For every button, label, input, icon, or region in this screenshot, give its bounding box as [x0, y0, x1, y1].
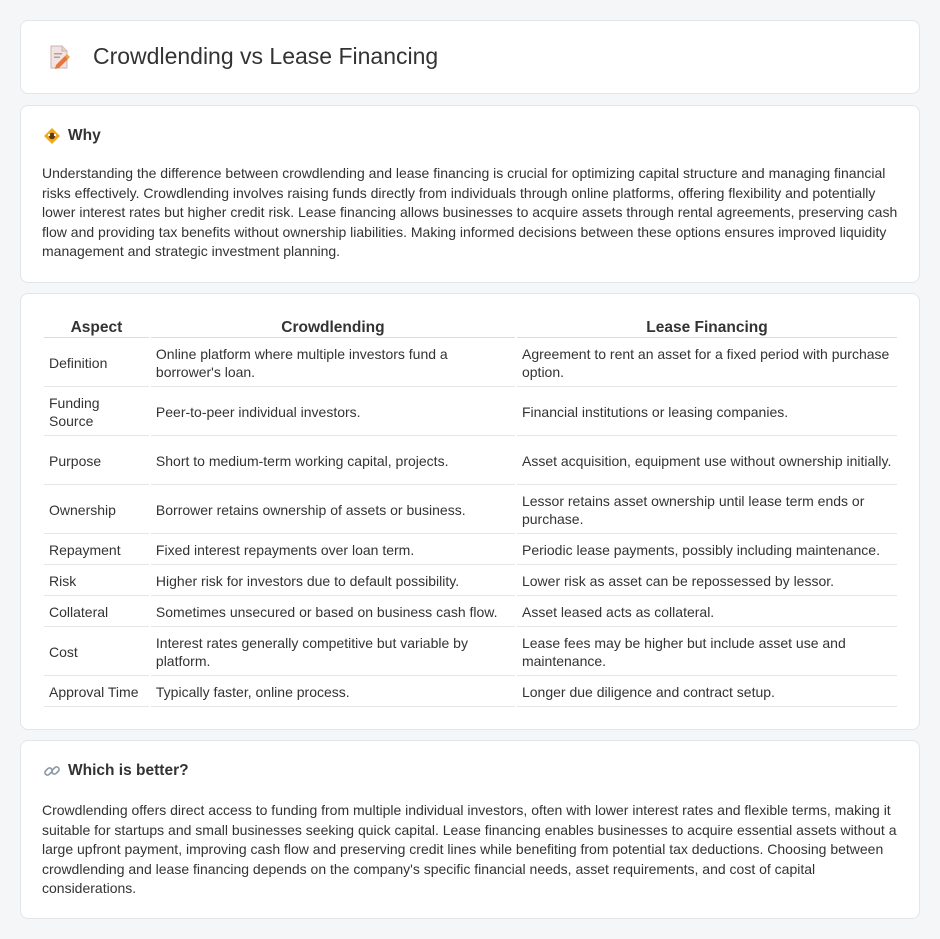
comparison-card [20, 293, 920, 730]
aspect-cell: Collateral [44, 598, 149, 627]
link-icon [43, 762, 61, 780]
aspect-cell: Funding Source [44, 389, 149, 436]
aspect-cell: Ownership [44, 487, 149, 534]
crowdlending-cell: Interest rates generally competitive but variable by platform. [151, 629, 515, 676]
table-row [44, 389, 897, 436]
lease-cell: Lower risk as asset can be repossessed by lessor. [517, 567, 897, 596]
lease-cell: Agreement to rent an asset for a fixed period with purchase option. [517, 340, 897, 387]
crowdlending-cell: Borrower retains ownership of assets or business. [151, 487, 515, 534]
crowdlending-cell: Typically faster, online process. [151, 678, 515, 707]
crowdlending-cell: Short to medium-term working capital, projects. [151, 438, 515, 485]
table-row [44, 536, 897, 565]
aspect-cell: Purpose [44, 438, 149, 485]
aspect-cell: Approval Time [44, 678, 149, 707]
aspect-cell: Repayment [44, 536, 149, 565]
lease-cell: Asset leased acts as collateral. [517, 598, 897, 627]
aspect-cell: Risk [44, 567, 149, 596]
crowdlending-cell: Online platform where multiple investors fund a borrower's loan. [151, 340, 515, 387]
lease-cell: Asset acquisition, equipment use without ownership initially. [517, 438, 897, 485]
page-title: Crowdlending vs Lease Financing [93, 43, 439, 69]
why-heading-row [43, 127, 101, 145]
header-crowdlending: Crowdlending [151, 316, 515, 338]
title-row [46, 43, 438, 70]
why-card [20, 105, 920, 283]
header-lease-financing: Lease Financing [517, 316, 897, 338]
lease-cell: Periodic lease payments, possibly including maintenance. [517, 536, 897, 565]
lease-cell: Lessor retains asset ownership until lease term ends or purchase. [517, 487, 897, 534]
table-row [44, 438, 897, 485]
diamond-sign-icon [43, 127, 61, 145]
why-text: Understanding the difference between crowdlending and lease financing is crucial for optimizing capital structure and managing financial risks effectively. Crowdlending involves raising funds directly from individuals through online platforms, offering flexibility and potentially lower interest rates but higher credit risk. Lease financing allows businesses to acquire assets through rental agreements, preserving cash flow and providing tax benefits without ownership liabilities. Making informed decisions between these options ensures improved liquidity management and strategic investment planning. [42, 165, 898, 259]
better-heading-row [43, 762, 189, 780]
crowdlending-cell: Fixed interest repayments over loan term. [151, 536, 515, 565]
which-is-better-card [20, 740, 920, 919]
table-row [44, 487, 897, 534]
crowdlending-cell: Peer-to-peer individual investors. [151, 389, 515, 436]
crowdlending-cell: Higher risk for investors due to default possibility. [151, 567, 515, 596]
lease-cell: Lease fees may be higher but include asset use and maintenance. [517, 629, 897, 676]
lease-cell: Longer due diligence and contract setup. [517, 678, 897, 707]
document-edit-icon [46, 44, 72, 70]
title-card [20, 20, 920, 94]
table-row [44, 340, 897, 387]
crowdlending-cell: Sometimes unsecured or based on business cash flow. [151, 598, 515, 627]
header-aspect: Aspect [44, 316, 149, 338]
aspect-cell: Cost [44, 629, 149, 676]
table-row [44, 629, 897, 676]
better-text: Crowdlending offers direct access to funding from multiple individual investors, often with lower interest rates and flexible terms, making it suitable for startups and small businesses seeking quick capital. Lease financing enables businesses to acquire essential assets without a large upfront payment, improving cash flow and preserving credit lines while benefiting from potential tax deductions. Choosing between crowdlending and lease financing depends on the company's specific financial needs, asset requirements, and cost of capital considerations. [42, 802, 897, 896]
table-header-row [44, 316, 897, 338]
aspect-cell: Definition [44, 340, 149, 387]
why-heading: Why [68, 127, 101, 144]
comparison-table [42, 314, 899, 709]
table-row [44, 567, 897, 596]
table-row [44, 598, 897, 627]
table-row [44, 678, 897, 707]
lease-cell: Financial institutions or leasing companies. [517, 389, 897, 436]
better-heading: Which is better? [68, 762, 189, 779]
